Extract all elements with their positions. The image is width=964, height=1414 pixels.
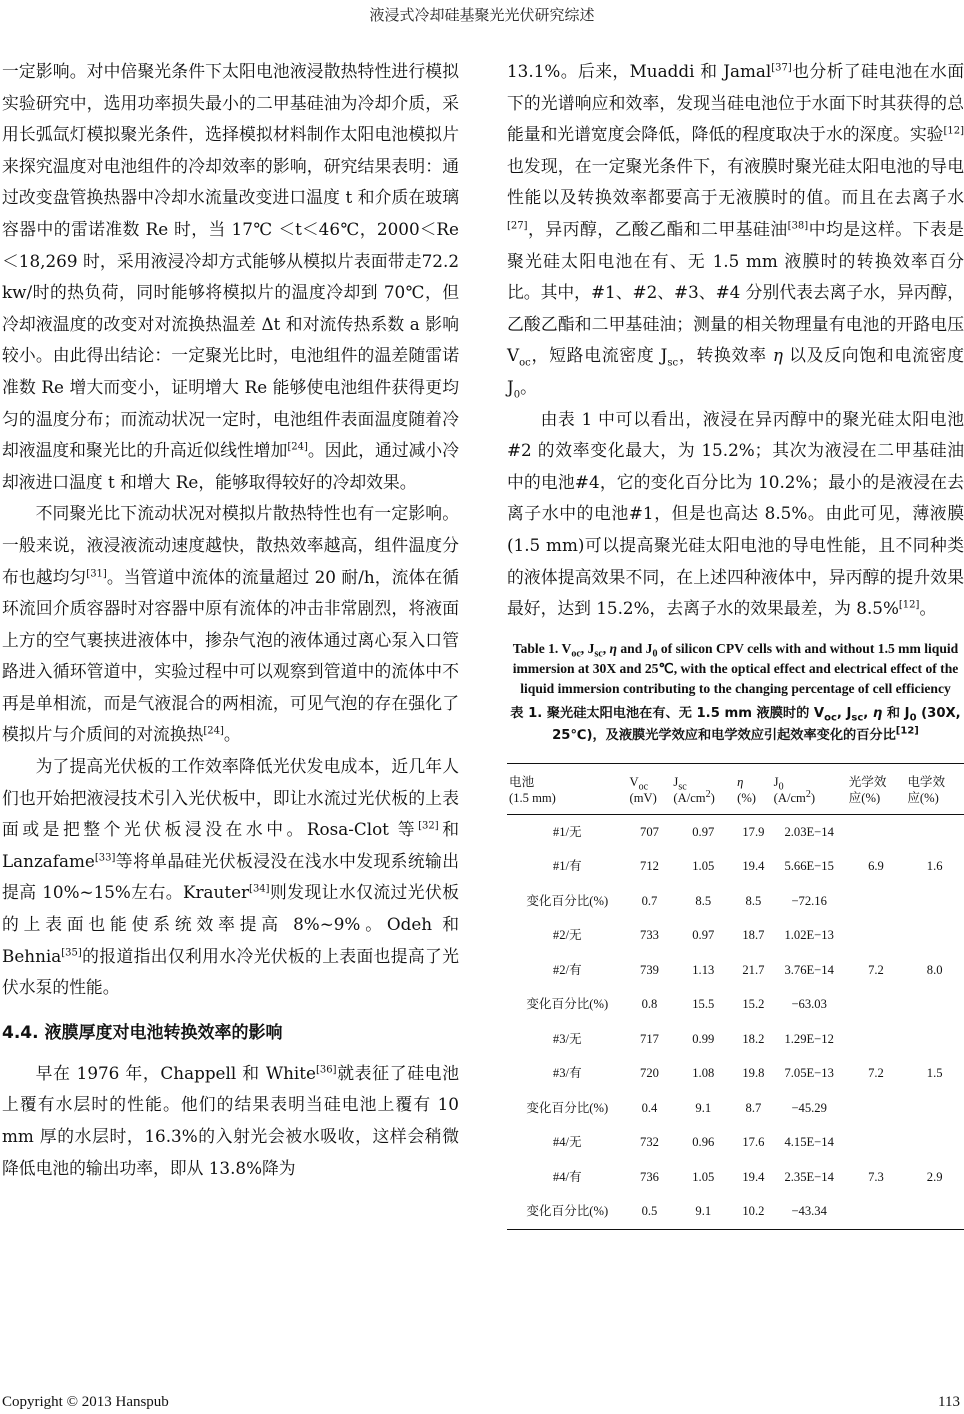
table-row — [507, 1022, 964, 1057]
table-cell-voc: 720 — [640, 1066, 659, 1081]
table-cell-voc: 0.4 — [641, 1100, 658, 1115]
table-cell-eta: 18.7 — [742, 928, 765, 943]
table-cell-electrical: 8.0 — [926, 962, 943, 977]
table-cell-cell: 变化百分比(%) — [526, 1204, 609, 1219]
table-row — [507, 1056, 964, 1091]
citation: [36] — [315, 1064, 337, 1076]
table-cell-jsc: 0.99 — [692, 1031, 715, 1046]
table-row — [507, 1194, 964, 1229]
table-cell-optical — [847, 884, 906, 919]
table-cell-j0: 1.29E−12 — [784, 1031, 834, 1046]
table-cell-cell: 变化百分比(%) — [526, 893, 609, 908]
table-cell-voc: 0.7 — [641, 893, 658, 908]
table-cell-cell: #3/无 — [552, 1031, 582, 1046]
table-cell-cell: #1/无 — [552, 824, 582, 839]
table-cell-eta: 21.7 — [742, 962, 765, 977]
col-header-cell: 电池 (1.5 mm) — [507, 763, 628, 814]
table-row — [507, 1160, 964, 1195]
running-header: 液浸式冷却硅基聚光光伏研究综述 — [369, 6, 595, 24]
table-row — [507, 918, 964, 953]
table-cell-eta: 10.2 — [742, 1204, 765, 1219]
citation: [24] — [287, 441, 308, 453]
table-cell-electrical — [905, 1091, 964, 1126]
table-cell-j0: 2.35E−14 — [784, 1169, 834, 1184]
table-cell-cell: #3/有 — [552, 1066, 582, 1081]
table-cell-optical — [847, 1125, 906, 1160]
table-cell-cell: #1/有 — [552, 859, 582, 874]
table-cell-jsc: 0.97 — [692, 928, 715, 943]
citation: [31] — [86, 567, 107, 579]
table-row — [507, 1091, 964, 1126]
table-cell-electrical: 2.9 — [926, 1169, 943, 1184]
table-cell-voc: 712 — [640, 859, 659, 874]
table-cell-optical: 7.3 — [868, 1169, 884, 1184]
table-row — [507, 814, 964, 849]
table-cell-eta: 8.5 — [745, 893, 762, 908]
table-cell-j0: 2.03E−14 — [784, 824, 834, 839]
table-caption-chinese: 表 1. 聚光硅太阳电池在有、无 1.5 mm 液膜时的 $V_{oc}$, $J_{sc}$, η 和 $J_0$ (30X, 25℃)，及液膜光学效应和电学效应引起效率变化的百分比[12] — [510, 705, 961, 743]
table-cell-j0: 1.02E−13 — [784, 928, 834, 943]
table-cell-optical — [847, 1022, 906, 1057]
table-cell-eta: 8.7 — [745, 1100, 762, 1115]
table-cell-optical — [847, 987, 906, 1022]
table-cell-jsc: 8.5 — [695, 893, 712, 908]
citation: [38] — [787, 220, 809, 232]
table-cell-eta: 18.2 — [742, 1031, 765, 1046]
right-column — [507, 56, 964, 1230]
table-row — [507, 1125, 964, 1160]
table-cell-jsc: 9.1 — [695, 1100, 712, 1115]
table-cell-optical — [847, 918, 906, 953]
citation: [27] — [507, 220, 528, 232]
table-cell-cell: #4/有 — [552, 1169, 582, 1184]
table-cell-electrical — [905, 918, 964, 953]
table-cell-optical: 7.2 — [868, 962, 884, 977]
table-cell-cell: #2/有 — [552, 962, 582, 977]
col-header-j0: $J_0$ $(A/cm^2)$ — [772, 763, 847, 814]
table-cell-eta: 17.6 — [742, 1135, 765, 1150]
table-cell-jsc: 15.5 — [692, 997, 715, 1012]
table-cell-optical — [847, 1091, 906, 1126]
table-cell-j0: −72.16 — [791, 893, 827, 908]
table-cell-electrical — [905, 1194, 964, 1229]
table-cell-electrical — [905, 1125, 964, 1160]
col-header-voc: $V_{oc}$ (mV) — [628, 763, 672, 814]
table-cell-jsc: 1.08 — [692, 1066, 715, 1081]
paragraph: 一定影响。对中倍聚光条件下太阳电池液浸散热特性进行模拟实验研究中，选用功率损失最小的二甲基硅油为冷却介质，采用长弧氙灯模拟聚光条件，选择模拟材料制作太阳电池模拟片来探究温度对电池组件的冷却效率的影响，研究结果表明：通过改变盘管换热器中冷却水流量改变进口温度 t 和介质在玻璃容器中的雷诺准数 Re 时，当 17℃ ＜t＜46℃，2000＜Re＜18,269 时，采用液浸冷却方式能够从模拟片表面带走72.2 kw/时的热负荷，同时能够将模拟片的温度冷却到 70℃，但冷却液温度的改变对对流换热温差 Δt 和对流传热系数 a 影响较小。由此得出结论：一定聚光比时，电池组件的温差随雷诺准数 Re 增大而变小，证明增大 Re 能够使电池组件获得更均匀的温度分布；而流动状况一定时，电池组件表面温度随着冷却液温度和聚光比的升高近似线性增加[24]。因此，通过减小冷却液进口温度 t 和增大 Re，能够取得较好的冷却效果。 — [2, 61, 459, 492]
table-cell-cell: #2/无 — [552, 928, 582, 943]
citation: [24] — [203, 725, 224, 737]
citation: [12] — [943, 125, 964, 137]
citation: [35] — [61, 947, 82, 959]
table-cell-electrical — [905, 884, 964, 919]
data-table — [507, 763, 964, 1230]
table-cell-eta: 19.4 — [742, 1169, 765, 1184]
table-cell-optical: 6.9 — [868, 859, 884, 874]
table-row — [507, 884, 964, 919]
table-cell-j0: −63.03 — [791, 997, 827, 1012]
table-cell-jsc: 9.1 — [695, 1204, 712, 1219]
page-footer — [2, 1394, 960, 1411]
table-cell-optical — [847, 814, 906, 849]
paragraph: 由表 1 中可以看出，液浸在异丙醇中的聚光硅太阳电池#2 的效率变化最大，为 15.2%；其次为液浸在二甲基硅油中的电池#4，它的变化百分比为 10.2%；最小的是液浸在去离子水中的电池#1，但是也高达 8.5%。由此可见，薄液膜(1.5 mm)可以提高聚光硅太阳电池的导电性能，且不同种类的液体提高效果不同，在上述四种液体中，异丙醇的提升效果最好，达到 15.2%，去离子水的效果最差，为 8.5%[12]。 — [507, 408, 964, 619]
table-caption-english: Table 1. $V_{oc}$, $J_{sc}$, η and $J_0$ of silicon CPV cells with and without 1.5 mm liquid immersion at 30X and 25℃, with the optical effect and electrical effect of the liquid immersion contributing to the changing percentage of cell efficiency — [512, 640, 959, 696]
table-cell-j0: −45.29 — [791, 1100, 827, 1115]
table-cell-jsc: 0.97 — [692, 824, 715, 839]
section-heading: 4.4. 液膜厚度对电池转换效率的影响 — [2, 1022, 283, 1043]
table-cell-voc: 0.5 — [641, 1204, 658, 1219]
table-cell-electrical — [905, 1022, 964, 1057]
table-cell-jsc: 1.13 — [692, 962, 715, 977]
col-header-jsc: $J_{sc}$ $(A/cm^2)$ — [671, 763, 735, 814]
paragraph: 为了提高光伏板的工作效率降低光伏发电成本，近几年人们也开始把液浸技术引入光伏板中，即让水流过光伏板的上表面或是把整个光伏板浸没在水中。Rosa-Clot 等[32]和 Lanzafame[33]等将单晶硅光伏板浸没在浅水中发现系统输出提高 10%~15%左右。Krauter[34]则发现让水仅流过光伏板的上表面也能使系统效率提高 8%~9%。Odeh 和 Behnia[35]的报道指出仅利用水冷光伏板的上表面也提高了光伏水泵的性能。 — [2, 756, 459, 998]
table-cell-optical — [847, 1194, 906, 1229]
table-cell-j0: 7.05E−13 — [784, 1066, 834, 1081]
table-cell-voc: 733 — [640, 928, 659, 943]
table-cell-voc: 732 — [640, 1135, 659, 1150]
table-cell-electrical: 1.5 — [926, 1066, 943, 1081]
table-cell-eta: 19.8 — [742, 1066, 765, 1081]
table-cell-j0: 5.66E−15 — [784, 859, 834, 874]
table-cell-cell: 变化百分比(%) — [526, 1100, 609, 1115]
paragraph: 早在 1976 年，Chappell 和 White[36]就表征了硅电池上覆有水层时的性能。他们的结果表明当硅电池上覆有 10 mm 厚的水层时，16.3%的入射光会被水吸收，这样会稍微降低电池的输出功率，即从 13.8%降为 — [2, 1062, 459, 1178]
table-cell-optical: 7.2 — [868, 1066, 884, 1081]
citation: [32] — [418, 820, 439, 832]
table-header-row — [507, 763, 964, 814]
copyright: Copyright © 2013 Hanspub — [2, 1394, 169, 1410]
table-cell-eta: 17.9 — [742, 824, 765, 839]
table-cell-j0: 4.15E−14 — [784, 1135, 834, 1150]
left-column — [2, 56, 459, 1184]
table-cell-eta: 19.4 — [742, 859, 765, 874]
table-row — [507, 849, 964, 884]
table-cell-cell: #4/无 — [552, 1135, 582, 1150]
paragraph: 13.1%。后来，Muaddi 和 Jamal[37]也分析了硅电池在水面下的光谱响应和效率，发现当硅电池位于水面下时其获得的总能量和光谱宽度会降低，降低的程度取决于水的深度。实验[12]也发现，在一定聚光条件下，有液膜时聚光硅太阳电池的导电性能以及转换效率都要高于无液膜时的值。而且在去离子水[27]，异丙醇，乙酸乙酯和二甲基硅油[38]中均是这样。下表是聚光硅太阳电池在有、无 1.5 mm 液膜时的转换效率百分比。其中，#1、#2、#3、#4 分别代表去离子水，异丙醇，乙酸乙酯和二甲基硅油；测量的相关物理量有电池的开路电压 $V_{oc}$，短路电流密度 $J_{sc}$，转换效率 η 以及反向饱和电流密度 $J_0$。 — [507, 61, 964, 401]
table-cell-cell: 变化百分比(%) — [526, 997, 609, 1012]
table-cell-jsc: 0.96 — [692, 1135, 715, 1150]
table-cell-voc: 0.8 — [641, 997, 658, 1012]
table-body — [507, 814, 964, 1229]
table-cell-voc: 739 — [640, 962, 659, 977]
citation: [33] — [94, 852, 116, 864]
col-header-optical: 光学效 应(%) — [847, 763, 906, 814]
table-cell-j0: −43.34 — [791, 1204, 827, 1219]
table-cell-eta: 15.2 — [742, 997, 765, 1012]
table-cell-electrical — [905, 987, 964, 1022]
col-header-electrical: 电学效 应(%) — [905, 763, 964, 814]
table-cell-jsc: 1.05 — [692, 1169, 715, 1184]
citation: [12] — [898, 599, 920, 611]
col-header-eta: η (%) — [735, 763, 772, 814]
table-cell-voc: 717 — [640, 1031, 659, 1046]
table-cell-electrical — [905, 814, 964, 849]
table-cell-electrical: 1.6 — [926, 859, 943, 874]
table-row — [507, 953, 964, 988]
page-number: 113 — [938, 1394, 960, 1410]
table-cell-voc: 707 — [640, 824, 659, 839]
paragraph: 不同聚光比下流动状况对模拟片散热特性也有一定影响。一般来说，液浸液流动速度越快，散热效率越高，组件温度分布也越均匀[31]。当管道中流体的流量超过 20 耐/h，流体在循环流回介质容器时对容器中原有流体的冲击非常剧烈，将液面上方的空气裹挟进液体中，掺杂气泡的液体通过离心泵入口管路进入循环管道中，实验过程中可以观察到管道中的流体中不再是单相流，而是气液混合的两相流，可见气泡的存在强化了模拟片与介质间的对流换热[24]。 — [2, 503, 459, 745]
table-row — [507, 987, 964, 1022]
table-cell-jsc: 1.05 — [692, 859, 715, 874]
citation: [37] — [771, 62, 792, 74]
table-cell-j0: 3.76E−14 — [784, 962, 834, 977]
table-cell-voc: 736 — [640, 1169, 659, 1184]
citation: [34] — [249, 883, 270, 895]
